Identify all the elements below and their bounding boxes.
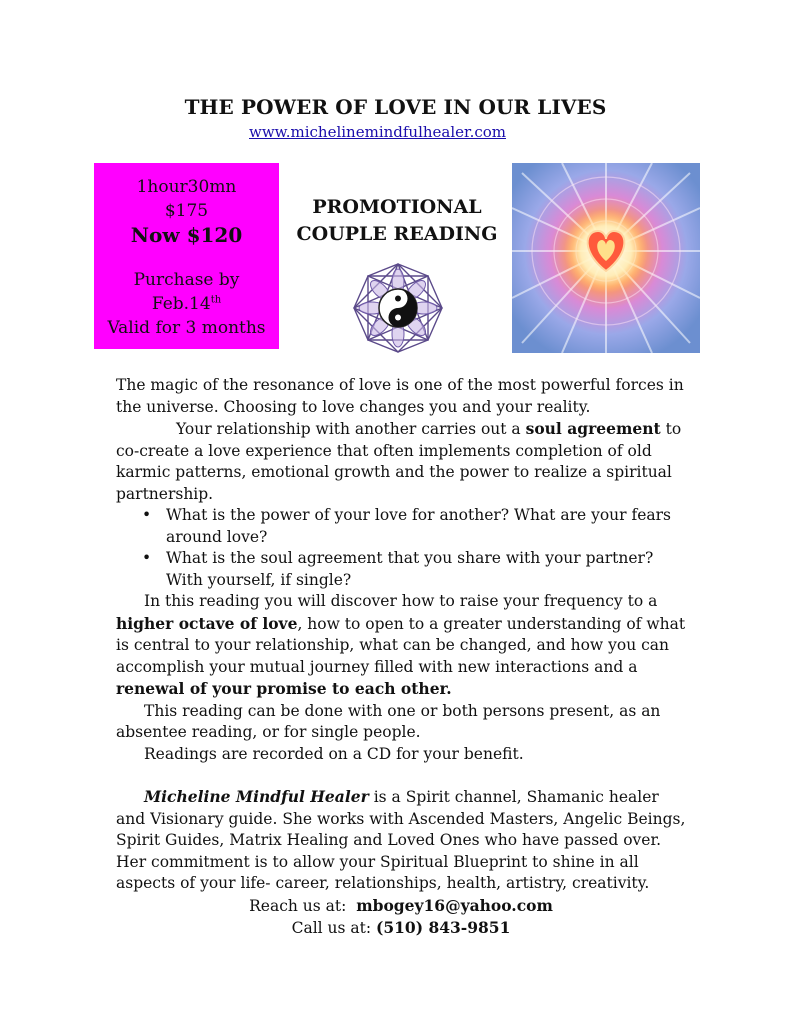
list-item: • What is the power of your love for another? What are your fears around love?	[116, 505, 686, 548]
phone-number[interactable]: (510) 843-9851	[376, 918, 511, 937]
p3-text-before: In this reading you will discover how to raise your frequency to a	[144, 592, 658, 610]
promo-date-suffix: th	[210, 294, 222, 306]
soul-agreement-paragraph	[116, 418, 686, 505]
email-address[interactable]: mbogey16@yahoo.com	[356, 895, 553, 915]
website-link[interactable]: www.michelinemindfulhealer.com	[249, 123, 506, 141]
bio-text: is a Spirit channel, Shamanic healer and Visionary guide. She works with Ascended Masters, Angelic Beings, Spirit Guides, Matrix Healing and Loved Ones who have passed over. Her commitment is to allow your Spiritual Blueprint to shine in all aspects of your life- career, relationships, health, artistry, creativity.	[116, 788, 686, 892]
promo-price-box	[94, 163, 279, 349]
p2-text-after: to co-create a love experience that often implements completion of old karmic patterns, emotional growth and the power to realize a spiritual partnership.	[116, 420, 682, 503]
bio-paragraph	[116, 786, 686, 895]
presence-paragraph: This reading can be done with one or both persons present, as an absentee reading, or for single people.	[116, 701, 661, 741]
body-text	[116, 375, 686, 940]
list-item: • What is the soul agreement that you share with your partner? With yourself, if single?	[116, 548, 686, 591]
promo-new-price: Now $120	[130, 223, 243, 247]
email-line	[116, 895, 686, 918]
promo-validity: Valid for 3 months	[107, 318, 266, 338]
phone-line	[116, 917, 686, 940]
p2-bold: soul agreement	[525, 419, 661, 438]
phone-label: Call us at:	[291, 919, 372, 937]
cd-paragraph: Readings are recorded on a CD for your benefit.	[144, 744, 524, 763]
p3-bold-2: renewal of your promise to each other.	[116, 679, 452, 698]
promo-duration: 1hour30mn	[136, 177, 237, 197]
p2-text-before: Your relationship with another carries out a	[176, 420, 526, 438]
question-list	[116, 505, 686, 591]
p3-text-middle: , how to open to a greater understanding of what is central to your relationship, what can be changed, and how you can accomplish your mutual journey filled with new interactions and a	[116, 614, 686, 676]
radiant-heart-image	[512, 163, 700, 353]
promo-deadline	[94, 292, 279, 316]
promo-date: Feb.14	[151, 294, 211, 314]
page-title: THE POWER OF LOVE IN OUR LIVES	[184, 95, 607, 119]
p3-bold-1: higher octave of love	[116, 613, 298, 633]
intro-paragraph: The magic of the resonance of love is one of the most powerful forces in the universe. Choosing to love changes you and your reality.	[116, 376, 684, 416]
bio-name: Micheline Mindful Healer	[144, 787, 369, 806]
reading-paragraph	[116, 591, 686, 701]
headline-line-1: PROMOTIONAL	[312, 196, 482, 218]
promo-purchase-by: Purchase by	[133, 270, 240, 290]
headline-line-2: COUPLE READING	[296, 223, 498, 245]
email-label: Reach us at:	[249, 896, 347, 915]
promo-headline	[292, 194, 502, 248]
yin-yang-mandala-icon	[346, 262, 450, 354]
promo-old-price: $175	[164, 201, 209, 221]
